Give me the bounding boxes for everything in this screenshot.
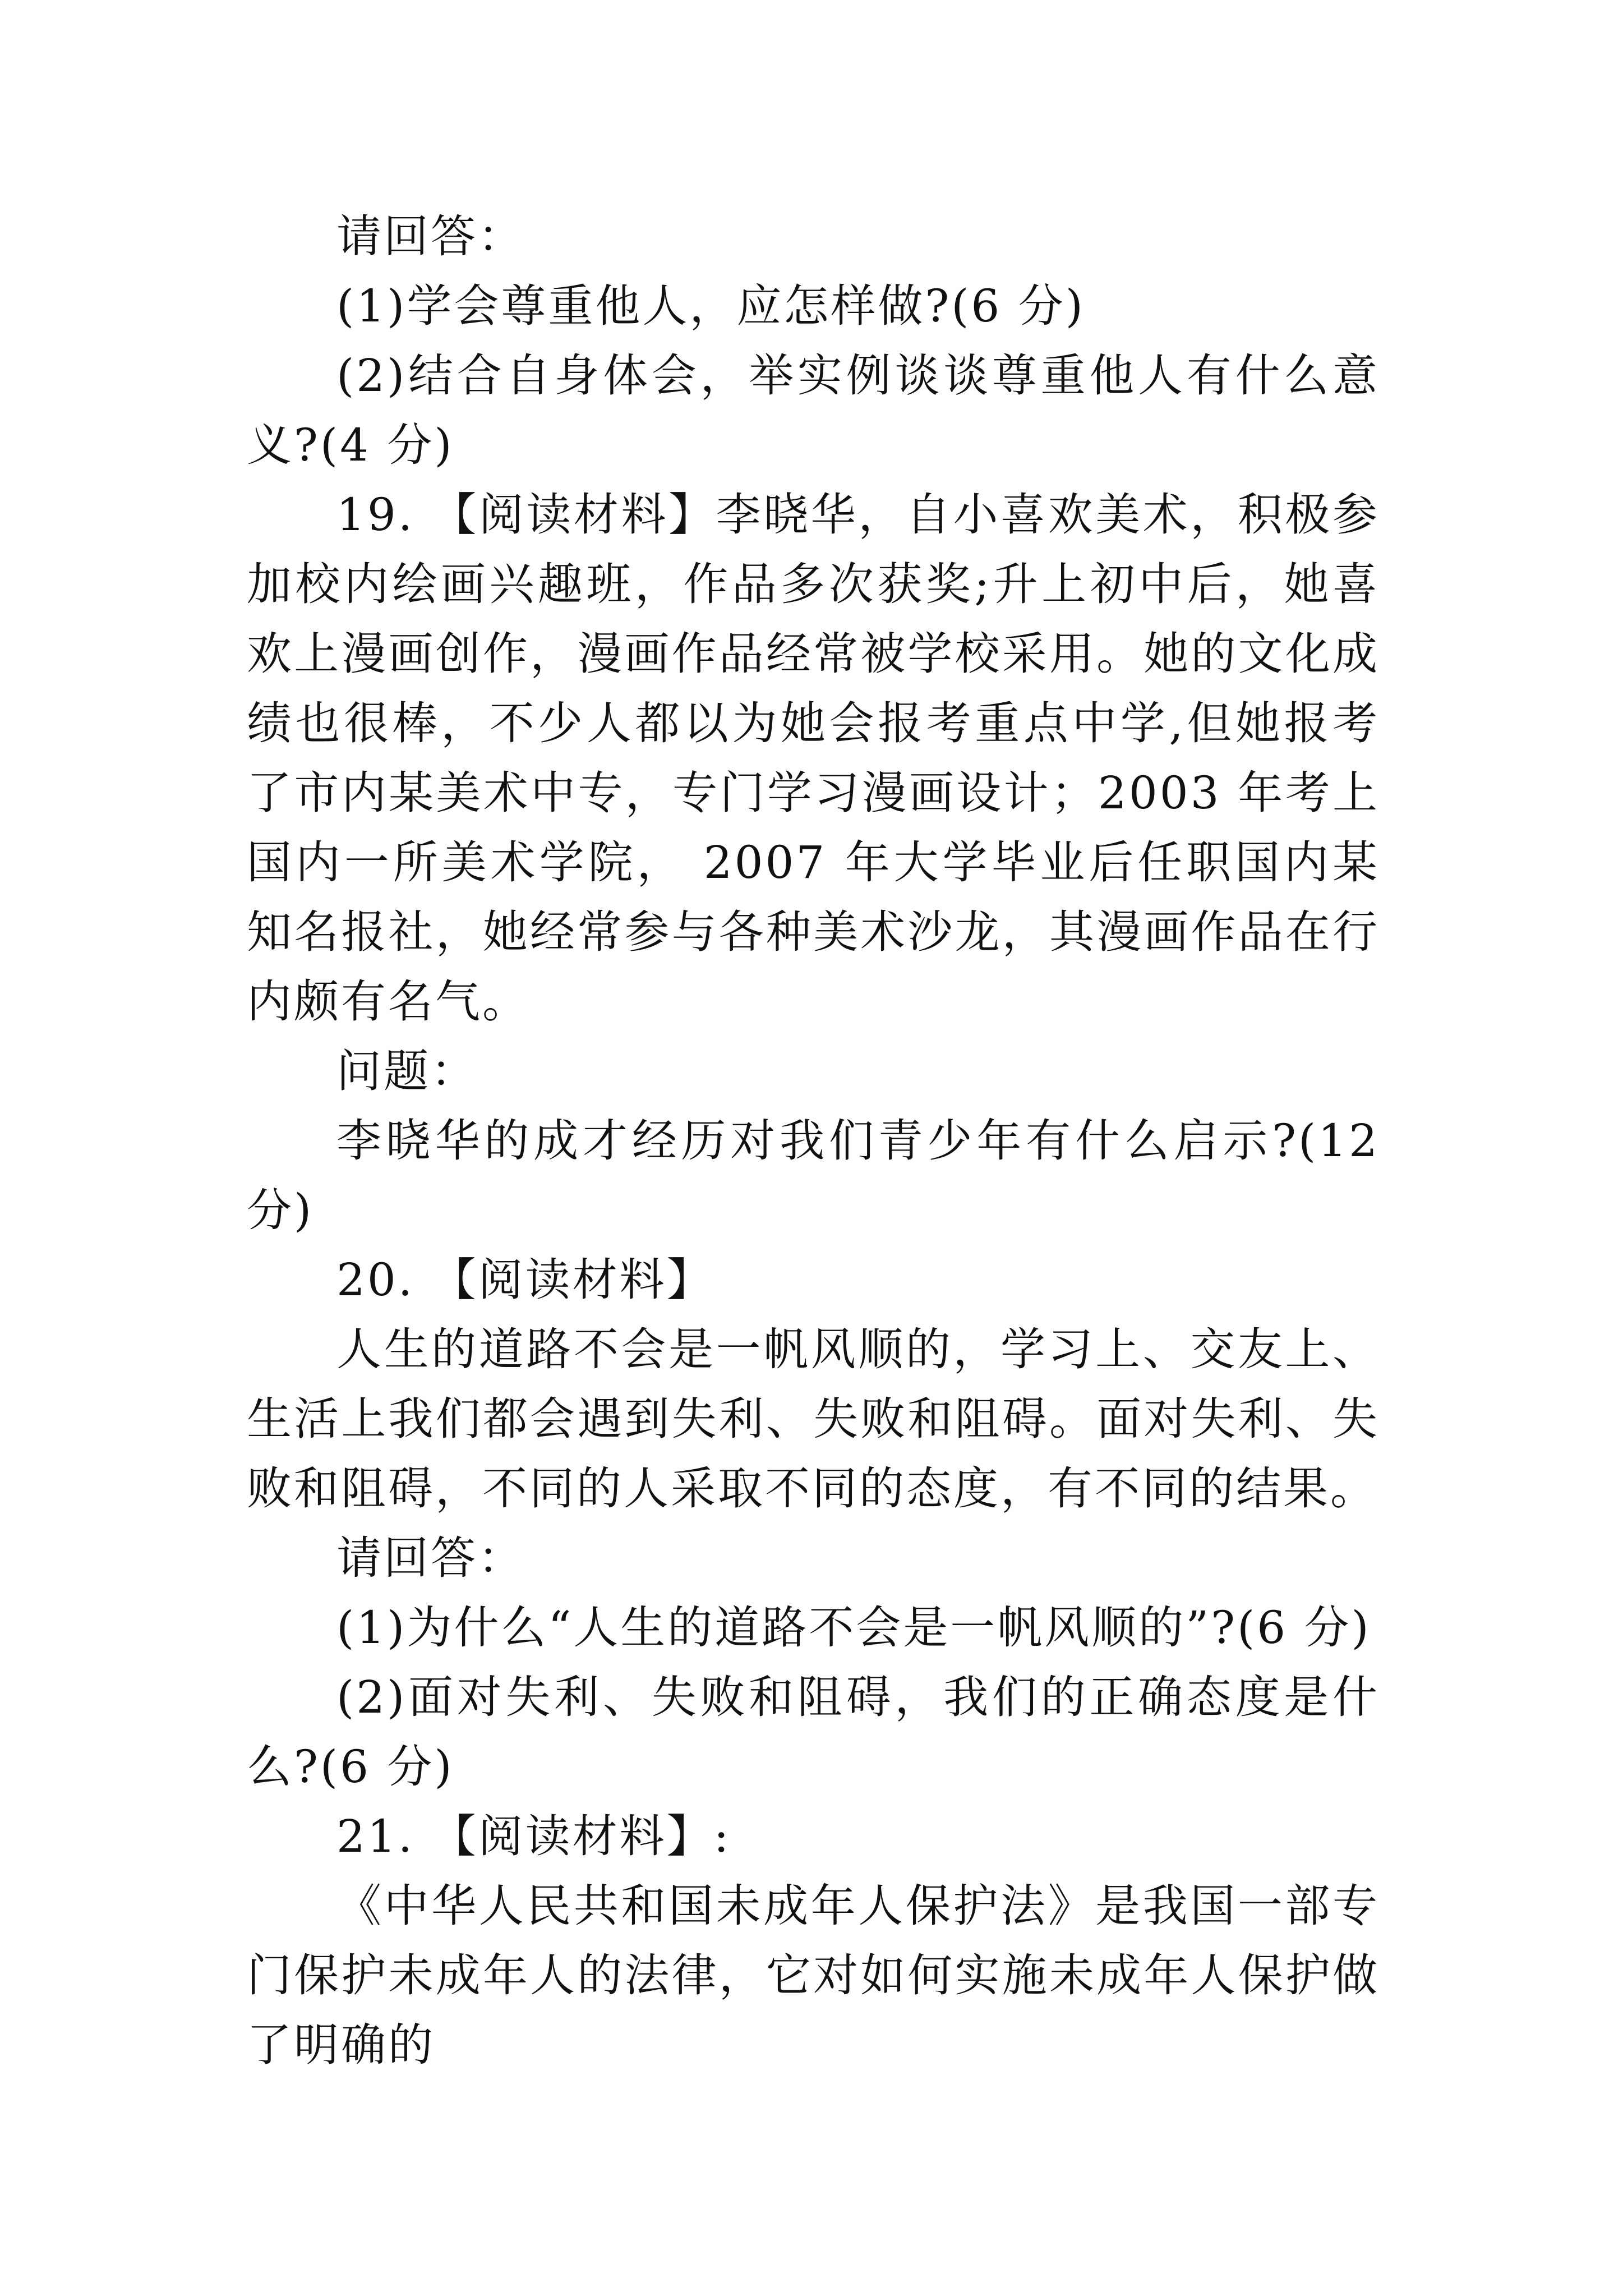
question-20-heading: 20. 【阅读材料】 bbox=[336, 1254, 714, 1306]
question-19-material: 19. 【阅读材料】李晓华，自小喜欢美术，积极参加校内绘画兴趣班，作品多次获奖;升上初中后，她喜欢上漫画创作，漫画作品经常被学校采用。她的文化成绩也很棒，不少人都以为她会报考重点中学,但她报考了市内某美术中专，专门学习漫画设计；2003 年考上国内一所美术学院， 2007 年大学毕业后任职国内某知名报社，她经常参与各种美术沙龙，其漫画作品在行内颇有名气。 bbox=[247, 489, 1380, 1028]
question-20-material: 人生的道路不会是一帆风顺的，学习上、交友上、生活上我们都会遇到失利、失败和阻碍。面对失利、失败和阻碍，不同的人采取不同的态度，有不同的结果。 bbox=[247, 1323, 1380, 1515]
question-21-material: 《中华人民共和国未成年人保护法》是我国一部专门保护未成年人的法律，它对如何实施未成年人保护做了明确的 bbox=[247, 1880, 1380, 2071]
question-19-question: 李晓华的成才经历对我们青少年有什么启示?(12 分) bbox=[247, 1115, 1396, 1236]
question-18-part-1: (1)学会尊重他人，应怎样做?(6 分) bbox=[336, 280, 1085, 332]
document-body bbox=[247, 202, 1396, 2080]
question-21-heading: 21. 【阅读材料】: bbox=[336, 1810, 731, 1862]
prompt-answer-1: 请回答： bbox=[336, 210, 525, 263]
question-18-part-2: (2)结合自身体会，举实例谈谈尊重他人有什么意义?(4 分) bbox=[247, 349, 1380, 471]
question-20-part-1: (1)为什么“人生的道路不会是一帆风顺的”?(6 分) bbox=[336, 1602, 1371, 1654]
question-19-heading: 问题： bbox=[336, 1045, 478, 1097]
question-20-part-2: (2)面对失利、失败和阻碍，我们的正确态度是什么?(6 分) bbox=[247, 1671, 1380, 1793]
prompt-answer-2: 请回答： bbox=[336, 1532, 525, 1584]
